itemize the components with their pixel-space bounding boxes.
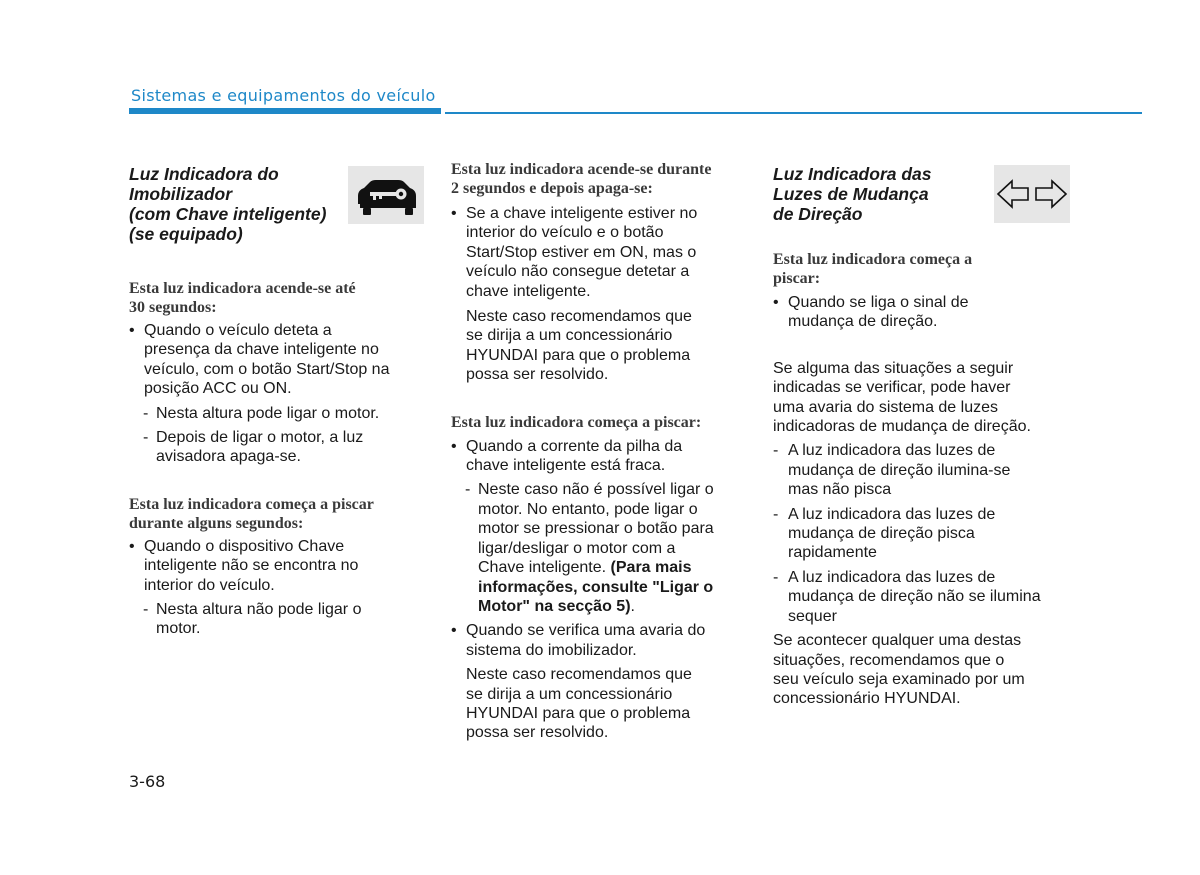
smart-key-subheading-1: Esta luz indicadora acende-se durante 2 segundos e depois apaga-se: <box>451 161 712 197</box>
list-item: • Quando a corrente da pilha da chave inteligente está fraca. <box>451 437 683 475</box>
immobilizer-subheading-1: Esta luz indicadora acende-se até 30 segundos: <box>129 280 356 316</box>
list-item: • Quando o veículo deteta a presença da chave inteligente no veículo, com o botão Start/Stop na posição ACC ou ON. <box>129 322 390 398</box>
smart-key-subheading-2: Esta luz indicadora começa a piscar: <box>451 413 702 431</box>
header-rule-thick <box>129 108 441 114</box>
list-item: • Quando se liga o sinal de mudança de direção. <box>773 294 969 331</box>
column-immobilizer-continued <box>451 160 748 743</box>
section-title: Sistemas e equipamentos do veículo <box>131 86 436 105</box>
turn-signal-heading: Luz Indicadora das Luzes de Mudança de Direção <box>773 164 932 224</box>
immobilizer-subheading-2: Esta luz indicadora começa a piscar durante alguns segundos: <box>129 495 374 532</box>
page-number: 3-68 <box>129 772 166 791</box>
car-key-icon <box>348 166 424 224</box>
list-item: - Nesta altura pode ligar o motor. <box>143 404 380 422</box>
turn-signal-indicator-icon <box>994 165 1070 223</box>
malfunction-paragraph: Se alguma das situações a seguir indicadas se verificar, pode haver uma avaria do sistema de luzes indicadoras de mudança de direção. <box>773 359 1031 436</box>
turn-signal-subheading: Esta luz indicadora começa a piscar: <box>773 251 973 287</box>
list-item: • Quando se verifica uma avaria do sistema do imobilizador. <box>451 622 706 659</box>
list-item: - A luz indicadora das luzes de mudança de direção não se ilumina sequer <box>773 568 1041 625</box>
recommendation-paragraph: Neste caso recomendamos que se dirija a um concessionário HYUNDAI para que o problema possa ser resolvido. <box>466 308 692 384</box>
list-item: - Depois de ligar o motor, a luz avisadora apaga-se. <box>143 429 364 466</box>
list-item: • Se a chave inteligente estiver no interior do veículo e o botão Start/Stop estiver em ON, mas o veículo não consegue detetar a chave inteligente. <box>451 205 698 300</box>
list-item: - Neste caso não é possível ligar o motor. No entanto, pode ligar o motor se pressionar o botão para ligar/desligar o motor com a Chave inteligente. (Para mais informações, consulte "Ligar o Motor" na secção 5). <box>465 481 714 615</box>
list-item: - Nesta altura não pode ligar o motor. <box>143 601 362 638</box>
list-item: - A luz indicadora das luzes de mudança de direção pisca rapidamente <box>773 505 996 562</box>
list-item: - A luz indicadora das luzes de mudança de direção ilumina-se mas não pisca <box>773 442 1011 499</box>
recommendation-paragraph: Se acontecer qualquer uma destas situações, recomendamos que o seu veículo seja examinado por um concessionário HYUNDAI. <box>773 632 1025 708</box>
immobilizer-indicator-icon <box>348 166 424 224</box>
immobilizer-heading: Luz Indicadora do Imobilizador (com Chave inteligente) (se equipado) <box>129 164 327 244</box>
recommendation-paragraph: Neste caso recomendamos que se dirija a um concessionário HYUNDAI para que o problema possa ser resolvido. <box>466 666 692 742</box>
list-item: • Quando o dispositivo Chave inteligente não se encontra no interior do veículo. <box>129 537 359 594</box>
column-turn-signal <box>773 160 1070 709</box>
header-rule-thin <box>445 112 1142 114</box>
turn-arrows-icon <box>994 165 1070 223</box>
column-immobilizer <box>129 160 426 639</box>
